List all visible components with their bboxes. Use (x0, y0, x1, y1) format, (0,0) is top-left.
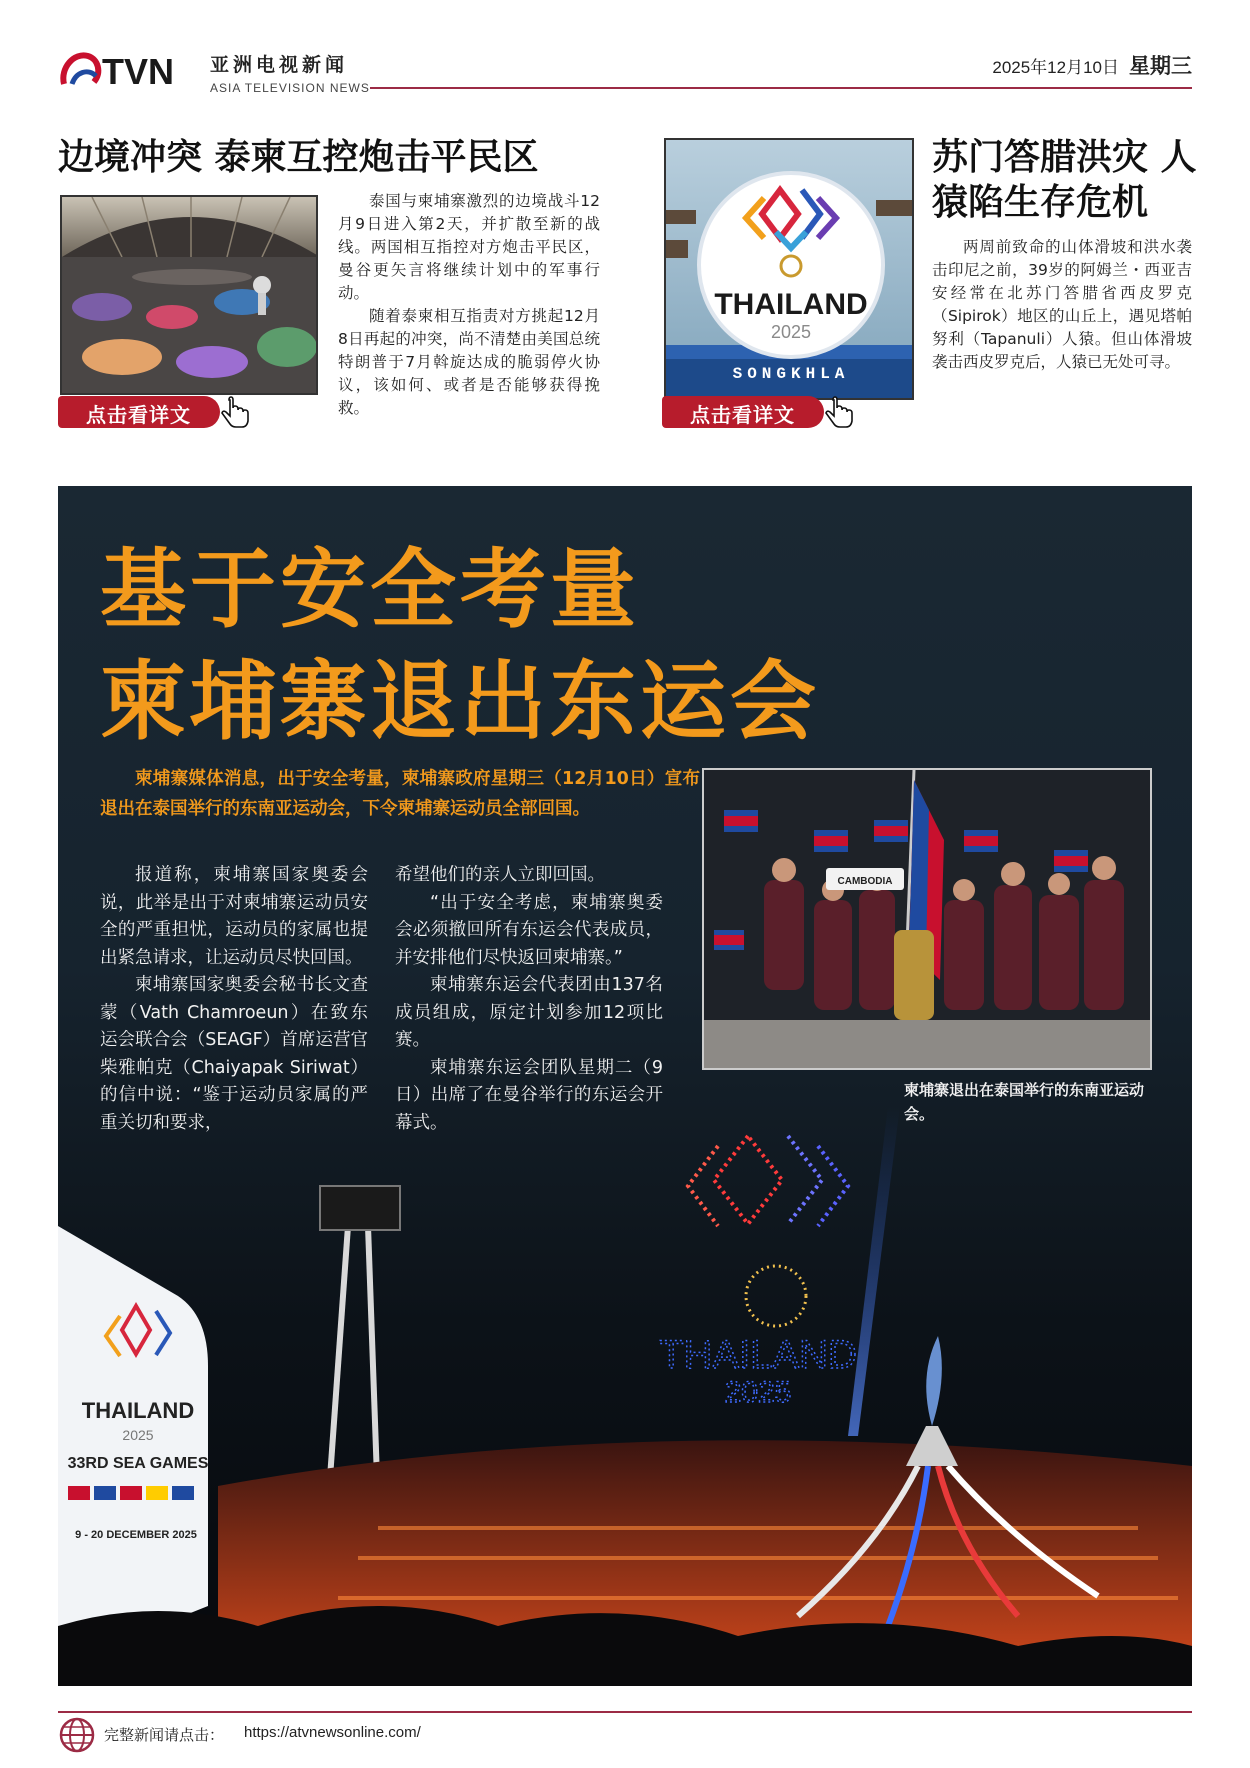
venue-sign: SONGKHLA (732, 365, 850, 383)
pointer-hand-icon (822, 396, 858, 432)
atvn-logo (58, 46, 198, 92)
dateline (992, 50, 1192, 80)
story1-body (338, 190, 600, 420)
feature-headline-line2: 柬埔寨退出东运会 (100, 652, 820, 752)
pointer-hand-icon (218, 396, 254, 432)
feature-lede-text: 柬埔寨媒体消息，出于安全考量，柬埔寨政府星期三（12月10日）宣布退出在泰国举行的东南亚运动会，下令柬埔寨运动员全部回国。 (100, 769, 700, 819)
brand-block (210, 50, 370, 95)
stadium-background-image (58, 1106, 1192, 1686)
feature-headline-line1: 基于安全考量 (100, 540, 640, 640)
feature-photo[interactable] (702, 768, 1152, 1070)
drone-text: THAILAND (659, 1333, 857, 1377)
drone-year: 2025 (724, 1376, 792, 1409)
story2-paragraph: 两周前致命的山体滑坡和洪水袭击印尼之前，39岁的阿姆兰・西亚吉安经常在北苏门答腊省西皮罗克（Sipirok）地区的山丘上，遇见塔帕努利（Tapanuli）人猿。但山体滑坡袭击西皮罗克后，人猿已无处可寻。 (932, 238, 1192, 371)
globe-icon (58, 1716, 96, 1754)
story2-body (932, 236, 1192, 374)
issue-weekday: 星期三 (1129, 54, 1192, 78)
feature-paragraph: 报道称，柬埔寨国家奥委会说，此举是出于对柬埔寨运动员安全的严重担忧，运动员的家属也提出紧急请求，让运动员尽快回国。 (100, 865, 368, 968)
cambodia-sign: CAMBODIA (837, 876, 893, 887)
feature-paragraph: “出于安全考虑，柬埔寨奥委会必须撤回所有东运会代表成员，并安排他们尽快返回柬埔寨。” (395, 892, 663, 968)
feature-panel (58, 486, 1192, 1686)
thailand-logo-year: 2025 (770, 322, 812, 342)
thailand-logo-word: THAILAND (714, 288, 868, 321)
story2-read-more-button[interactable]: 点击看详文 (662, 396, 824, 428)
header-divider (370, 87, 1192, 89)
feature-column-2 (395, 862, 663, 1137)
feature-headline (100, 534, 820, 758)
story1-title[interactable]: 边境冲突 泰柬互控炮击平民区 (58, 137, 539, 178)
feature-lede (100, 764, 700, 824)
footer-label: 完整新闻请点击： (104, 1726, 225, 1744)
story2-image[interactable] (664, 138, 914, 400)
logo-text: TVN (102, 51, 174, 92)
footer-link[interactable]: https://atvnewsonline.com/ (244, 1724, 421, 1741)
feature-paragraph: 柬埔寨国家奥委会秘书长文查蒙（Vath Chamroeun）在致东运会联合会（SEAGF）首席运营官柴雅帕克（Chaiyapak Siriwat）的信中说：“鉴于运动员家属的严重关切和要求， (100, 975, 368, 1133)
story1-image[interactable] (60, 195, 318, 395)
banner-year: 2025 (122, 1427, 154, 1443)
story2-title[interactable]: 苏门答腊洪灾 人猿陷生存危机 (932, 137, 1197, 223)
footer-divider (58, 1711, 1192, 1713)
brand-name-en: ASIA TELEVISION NEWS (210, 81, 370, 95)
feature-photo-caption: 柬埔寨退出在泰国举行的东南亚运动会。 (904, 1081, 1145, 1123)
banner-games: 33RD SEA GAMES (67, 1455, 209, 1472)
issue-date: 2025年12月10日 (992, 58, 1119, 77)
feature-column-1 (100, 862, 368, 1137)
banner-word: THAILAND (81, 1398, 195, 1423)
feature-paragraph: 柬埔寨东运会团队星期二（9日）出席了在曼谷举行的东运会开幕式。 (395, 1057, 663, 1133)
story1-paragraph: 泰国与柬埔寨激烈的边境战斗12月9日进入第2天，并扩散至新的战线。两国相互指控对方炮击平民区，曼谷更矢言将继续计划中的军事行动。 (338, 192, 600, 302)
banner-dates: 9 - 20 DECEMBER 2025 (75, 1529, 197, 1541)
feature-paragraph-continued: 希望他们的亲人立即回国。 (395, 865, 605, 885)
feature-paragraph: 柬埔寨东运会代表团由137名成员组成，原定计划参加12项比赛。 (395, 975, 663, 1050)
story1-paragraph: 随着泰柬相互指责对方挑起12月8日再起的冲突，尚不清楚由美国总统特朗普于7月斡旋达成的脆弱停火协议，该如何、或者是否能够获得挽救。 (338, 307, 600, 417)
story1-read-more-button[interactable]: 点击看详文 (58, 396, 220, 428)
brand-name-cn: 亚洲电视新闻 (210, 54, 349, 76)
